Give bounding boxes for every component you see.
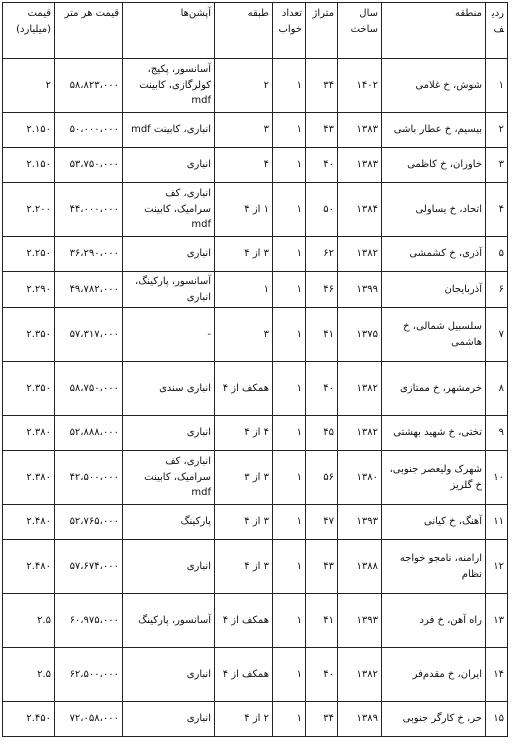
area-cell: خرمشهر، خ ممتازی (382, 362, 486, 416)
size-cell: ۳۴ (306, 702, 338, 737)
price-cell: ۲ (3, 59, 55, 113)
year-cell: ۱۳۸۳ (338, 113, 382, 148)
size-cell: ۳۴ (306, 59, 338, 113)
price-per-meter-cell: ۶۲،۵۰۰،۰۰۰ (55, 648, 123, 702)
options-cell: آسانسور، پارکینگ، انباری (123, 272, 215, 308)
header-price-per-meter: قیمت هر متر (55, 3, 123, 59)
table-row (3, 594, 508, 648)
table-header-row (3, 3, 508, 59)
floor-cell: ۳ از ۴ (215, 237, 273, 272)
row-number-cell: ۱۲ (486, 540, 508, 594)
floor-cell: ۴ از ۴ (215, 416, 273, 451)
year-cell: ۱۳۸۸ (338, 540, 382, 594)
price-per-meter-cell: ۵۲،۸۸۸،۰۰۰ (55, 416, 123, 451)
size-cell: ۴۱ (306, 594, 338, 648)
area-cell: تختی، خ شهید بهشتی (382, 416, 486, 451)
price-cell: ۲.۴۸۰ (3, 540, 55, 594)
size-cell: ۴۷ (306, 505, 338, 540)
header-price: قیمت (میلیارد) (3, 3, 55, 59)
table-row (3, 451, 508, 505)
apartment-listing-table (2, 2, 508, 737)
price-cell: ۲.۲۹۰ (3, 272, 55, 308)
area-cell: ایران، خ مقدم‌فر (382, 648, 486, 702)
size-cell: ۴۳ (306, 540, 338, 594)
row-number-cell: ۲ (486, 113, 508, 148)
row-number-cell: ۹ (486, 416, 508, 451)
options-cell: انباری، کابینت mdf (123, 113, 215, 148)
table-row (3, 237, 508, 272)
options-cell: انباری (123, 648, 215, 702)
area-cell: سلسبیل شمالی، خ هاشمی (382, 308, 486, 362)
floor-cell: ۲ از ۴ (215, 702, 273, 737)
price-per-meter-cell: ۴۹،۷۸۲،۰۰۰ (55, 272, 123, 308)
table-row (3, 183, 508, 237)
bedrooms-cell: ۱ (273, 451, 306, 505)
header-row-number: ردیف (486, 3, 508, 59)
table-row (3, 505, 508, 540)
year-cell: ۱۳۸۲ (338, 648, 382, 702)
size-cell: ۴۶ (306, 272, 338, 308)
size-cell: ۶۲ (306, 237, 338, 272)
price-per-meter-cell: ۵۳،۷۵۰،۰۰۰ (55, 148, 123, 183)
year-cell: ۱۳۸۳ (338, 148, 382, 183)
price-per-meter-cell: ۵۸،۸۲۳،۰۰۰ (55, 59, 123, 113)
table-row (3, 362, 508, 416)
size-cell: ۴۱ (306, 308, 338, 362)
floor-cell: ۳ از ۳ (215, 451, 273, 505)
options-cell: آسانسور، پارکینگ (123, 594, 215, 648)
year-cell: ۱۳۹۹ (338, 272, 382, 308)
floor-cell: ۳ (215, 113, 273, 148)
price-per-meter-cell: ۴۲،۵۰۰،۰۰۰ (55, 451, 123, 505)
options-cell: آسانسور، پکیج، کولرگازی، کابینت mdf (123, 59, 215, 113)
size-cell: ۴۵ (306, 416, 338, 451)
floor-cell: ۳ از ۴ (215, 505, 273, 540)
size-cell: ۴۰ (306, 148, 338, 183)
row-number-cell: ۱۰ (486, 451, 508, 505)
price-cell: ۲.۳۸۰ (3, 416, 55, 451)
size-cell: ۵۰ (306, 183, 338, 237)
row-number-cell: ۱۴ (486, 648, 508, 702)
bedrooms-cell: ۱ (273, 148, 306, 183)
floor-cell: ۲ (215, 59, 273, 113)
table-row (3, 272, 508, 308)
table-row (3, 702, 508, 737)
row-number-cell: ۵ (486, 237, 508, 272)
table-row (3, 416, 508, 451)
row-number-cell: ۷ (486, 308, 508, 362)
bedrooms-cell: ۱ (273, 308, 306, 362)
size-cell: ۴۰ (306, 362, 338, 416)
area-cell: آذری، خ کشمشی (382, 237, 486, 272)
floor-cell: همکف از ۴ (215, 362, 273, 416)
table-row (3, 59, 508, 113)
size-cell: ۴۳ (306, 113, 338, 148)
header-size: متراژ (306, 3, 338, 59)
table-row (3, 113, 508, 148)
bedrooms-cell: ۱ (273, 594, 306, 648)
row-number-cell: ۱۳ (486, 594, 508, 648)
area-cell: آذربایجان (382, 272, 486, 308)
price-cell: ۲.۵ (3, 594, 55, 648)
header-area: منطقه (382, 3, 486, 59)
price-cell: ۲.۳۸۰ (3, 451, 55, 505)
year-cell: ۱۳۷۵ (338, 308, 382, 362)
options-cell: انباری سندی (123, 362, 215, 416)
row-number-cell: ۱ (486, 59, 508, 113)
floor-cell: همکف از ۴ (215, 594, 273, 648)
row-number-cell: ۸ (486, 362, 508, 416)
header-options: آپشن‌ها (123, 3, 215, 59)
area-cell: اتحاد، خ یساولی (382, 183, 486, 237)
row-number-cell: ۱۵ (486, 702, 508, 737)
bedrooms-cell: ۱ (273, 416, 306, 451)
floor-cell: ۳ (215, 308, 273, 362)
options-cell: انباری (123, 540, 215, 594)
price-per-meter-cell: ۴۴،۰۰۰،۰۰۰ (55, 183, 123, 237)
area-cell: حر، خ کارگر جنوبی (382, 702, 486, 737)
row-number-cell: ۴ (486, 183, 508, 237)
price-per-meter-cell: ۵۸،۷۵۰،۰۰۰ (55, 362, 123, 416)
price-cell: ۲.۳۵۰ (3, 308, 55, 362)
price-per-meter-cell: ۵۲،۷۶۵،۰۰۰ (55, 505, 123, 540)
year-cell: ۱۳۸۲ (338, 237, 382, 272)
area-cell: آهنگ، خ کیانی (382, 505, 486, 540)
price-cell: ۲.۱۵۰ (3, 148, 55, 183)
header-year: سال ساخت (338, 3, 382, 59)
bedrooms-cell: ۱ (273, 272, 306, 308)
options-cell: انباری (123, 237, 215, 272)
table-row (3, 648, 508, 702)
year-cell: ۱۴۰۲ (338, 59, 382, 113)
year-cell: ۱۳۸۲ (338, 416, 382, 451)
price-cell: ۲.۴۸۰ (3, 505, 55, 540)
bedrooms-cell: ۱ (273, 702, 306, 737)
row-number-cell: ۶ (486, 272, 508, 308)
price-per-meter-cell: ۵۷،۳۱۷،۰۰۰ (55, 308, 123, 362)
year-cell: ۱۳۹۳ (338, 505, 382, 540)
price-per-meter-cell: ۵۷،۶۷۴،۰۰۰ (55, 540, 123, 594)
year-cell: ۱۳۹۳ (338, 594, 382, 648)
header-floor: طبقه (215, 3, 273, 59)
bedrooms-cell: ۱ (273, 183, 306, 237)
year-cell: ۱۳۸۲ (338, 362, 382, 416)
price-cell: ۲.۳۵۰ (3, 362, 55, 416)
bedrooms-cell: ۱ (273, 113, 306, 148)
floor-cell: ۱ از ۴ (215, 183, 273, 237)
header-bedrooms: تعداد خواب (273, 3, 306, 59)
price-cell: ۲.۱۵۰ (3, 113, 55, 148)
area-cell: بیسیم، خ عطار باشی (382, 113, 486, 148)
year-cell: ۱۳۸۹ (338, 702, 382, 737)
price-per-meter-cell: ۶۰،۹۷۵،۰۰۰ (55, 594, 123, 648)
floor-cell: همکف از ۴ (215, 648, 273, 702)
row-number-cell: ۳ (486, 148, 508, 183)
options-cell: انباری (123, 702, 215, 737)
bedrooms-cell: ۱ (273, 648, 306, 702)
table-body (3, 59, 508, 737)
price-cell: ۲.۲۵۰ (3, 237, 55, 272)
area-cell: شوش، خ غلامی (382, 59, 486, 113)
options-cell: انباری، کف سرامیک، کابینت mdf (123, 183, 215, 237)
options-cell: انباری (123, 148, 215, 183)
year-cell: ۱۳۸۰ (338, 451, 382, 505)
row-number-cell: ۱۱ (486, 505, 508, 540)
table-row (3, 308, 508, 362)
price-cell: ۲.۲۰۰ (3, 183, 55, 237)
area-cell: ارامنه، نامجو خواجه نظام (382, 540, 486, 594)
options-cell: - (123, 308, 215, 362)
price-cell: ۲.۵ (3, 648, 55, 702)
floor-cell: ۱ (215, 272, 273, 308)
table-row (3, 148, 508, 183)
options-cell: انباری (123, 416, 215, 451)
bedrooms-cell: ۱ (273, 540, 306, 594)
area-cell: راه آهن، خ فرد (382, 594, 486, 648)
area-cell: خاوران، خ کاظمی (382, 148, 486, 183)
table-row (3, 540, 508, 594)
options-cell: پارکینگ (123, 505, 215, 540)
area-cell: شهرک ولیعصر جنوبی، خ گلریز (382, 451, 486, 505)
price-cell: ۲.۴۵۰ (3, 702, 55, 737)
options-cell: انباری، کف سرامیک، کابینت mdf (123, 451, 215, 505)
floor-cell: ۴ (215, 148, 273, 183)
bedrooms-cell: ۱ (273, 362, 306, 416)
bedrooms-cell: ۱ (273, 59, 306, 113)
bedrooms-cell: ۱ (273, 237, 306, 272)
size-cell: ۵۶ (306, 451, 338, 505)
price-per-meter-cell: ۵۰،۰۰۰،۰۰۰ (55, 113, 123, 148)
floor-cell: ۳ از ۴ (215, 540, 273, 594)
price-per-meter-cell: ۷۲،۰۵۸،۰۰۰ (55, 702, 123, 737)
price-per-meter-cell: ۳۶،۲۹۰،۰۰۰ (55, 237, 123, 272)
size-cell: ۴۰ (306, 648, 338, 702)
bedrooms-cell: ۱ (273, 505, 306, 540)
year-cell: ۱۳۸۴ (338, 183, 382, 237)
